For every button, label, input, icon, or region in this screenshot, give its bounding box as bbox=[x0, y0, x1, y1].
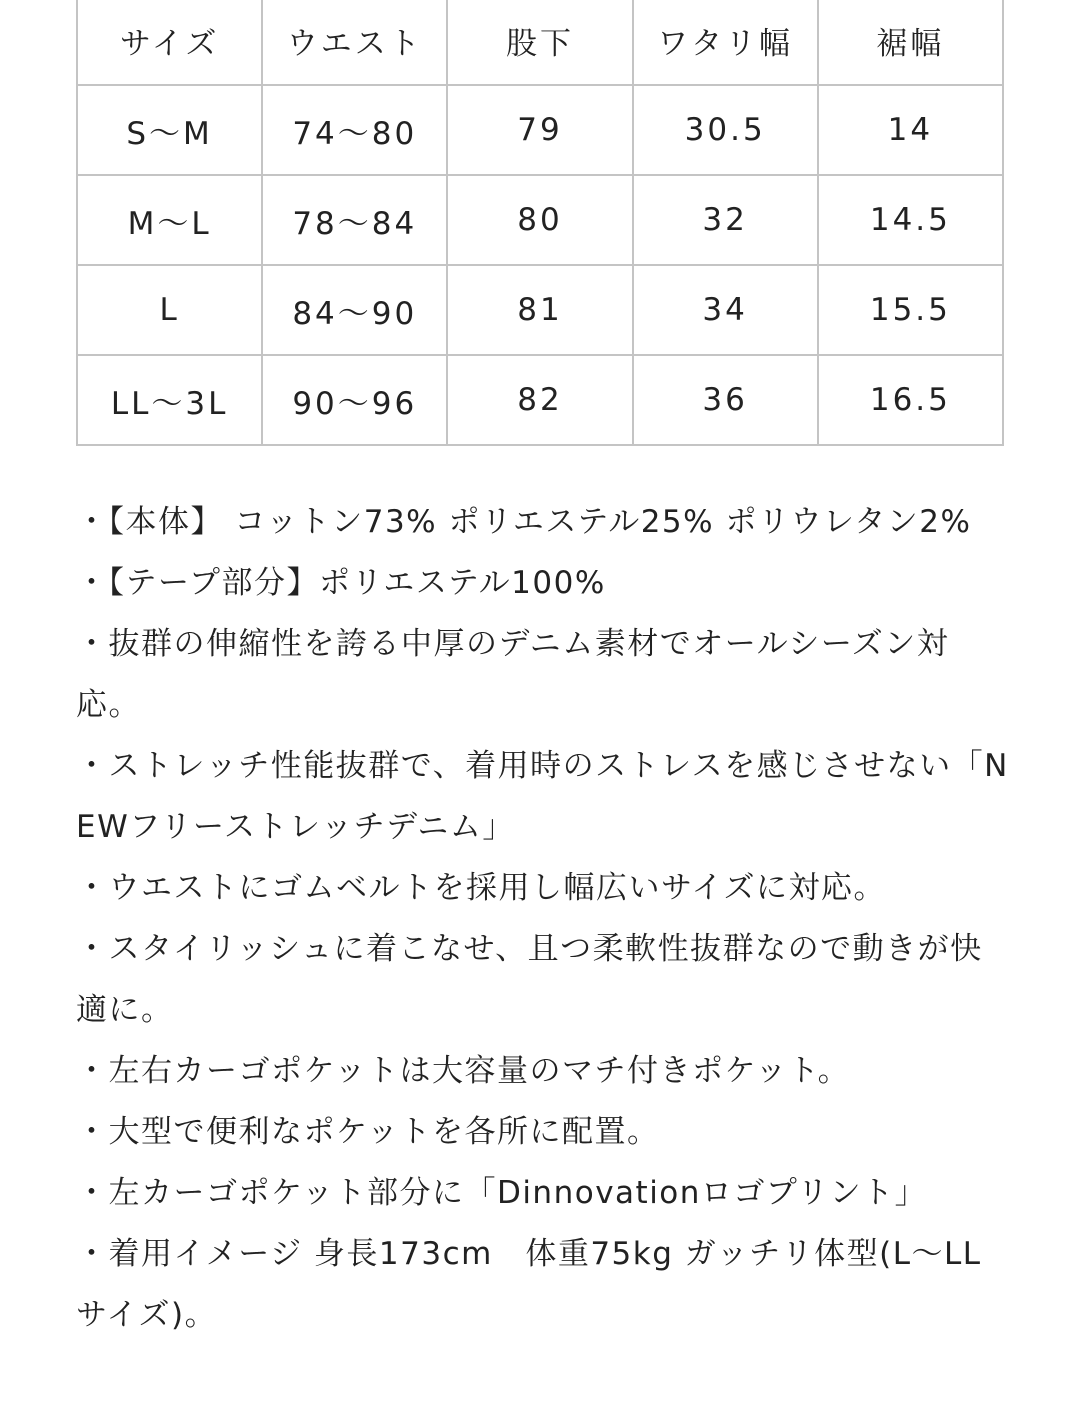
table-row bbox=[77, 175, 1003, 265]
table-cell: 14 bbox=[818, 85, 1003, 175]
description-item-waist-belt: ・ウエストにゴムベルトを採用し幅広いサイズに対応。 bbox=[76, 870, 887, 906]
table-cell: 34 bbox=[633, 265, 818, 355]
description-item-material: ・【本体】 コットン73% ポリエステル25% ポリウレタン2% bbox=[76, 504, 972, 540]
table-cell: S〜M bbox=[77, 85, 262, 175]
table-cell: 15.5 bbox=[818, 265, 1003, 355]
description-item-stylish: ・スタイリッシュに着こなせ、且つ柔軟性抜群なので動きが快適に。 bbox=[76, 931, 983, 1028]
header-size: サイズ bbox=[77, 0, 262, 85]
description-item-stretch: ・ストレッチ性能抜群で、着用時のストレスを感じさせない「NEWフリーストレッチデニム」 bbox=[76, 748, 1009, 845]
table-cell: 81 bbox=[447, 265, 632, 355]
table-cell: 80 bbox=[447, 175, 632, 265]
header-hem-width: 裾幅 bbox=[818, 0, 1003, 85]
table-cell: 79 bbox=[447, 85, 632, 175]
table-cell: 82 bbox=[447, 355, 632, 445]
table-cell: 74〜80 bbox=[262, 85, 447, 175]
table-cell: LL〜3L bbox=[77, 355, 262, 445]
description-item-cargo-pockets: ・左右カーゴポケットは大容量のマチ付きポケット。 bbox=[76, 1053, 851, 1089]
description-item-logo-print: ・左カーゴポケット部分に「Dinnovationロゴプリント」 bbox=[76, 1175, 928, 1211]
product-description-list bbox=[76, 492, 1011, 1346]
table-header-row bbox=[77, 0, 1003, 85]
description-item-denim-fabric: ・抜群の伸縮性を誇る中厚のデニム素材でオールシーズン対応。 bbox=[76, 626, 950, 723]
table-cell: 32 bbox=[633, 175, 818, 265]
description-item-pockets: ・大型で便利なポケットを各所に配置。 bbox=[76, 1114, 660, 1150]
table-cell: M〜L bbox=[77, 175, 262, 265]
table-cell: L bbox=[77, 265, 262, 355]
description-item-tape-material: ・【テープ部分】ポリエステル100% bbox=[76, 565, 606, 601]
size-table bbox=[76, 0, 1004, 446]
table-cell: 90〜96 bbox=[262, 355, 447, 445]
table-cell: 30.5 bbox=[633, 85, 818, 175]
table-cell: 78〜84 bbox=[262, 175, 447, 265]
description-item-model-info: ・着用イメージ 身長173cm 体重75kg ガッチリ体型(L〜LLサイズ)。 bbox=[76, 1236, 982, 1333]
table-cell: 14.5 bbox=[818, 175, 1003, 265]
table-row bbox=[77, 355, 1003, 445]
table-row bbox=[77, 265, 1003, 355]
header-waist: ウエスト bbox=[262, 0, 447, 85]
table-row bbox=[77, 85, 1003, 175]
table-cell: 16.5 bbox=[818, 355, 1003, 445]
header-thigh-width: ワタリ幅 bbox=[633, 0, 818, 85]
table-cell: 84〜90 bbox=[262, 265, 447, 355]
header-inseam: 股下 bbox=[447, 0, 632, 85]
table-cell: 36 bbox=[633, 355, 818, 445]
